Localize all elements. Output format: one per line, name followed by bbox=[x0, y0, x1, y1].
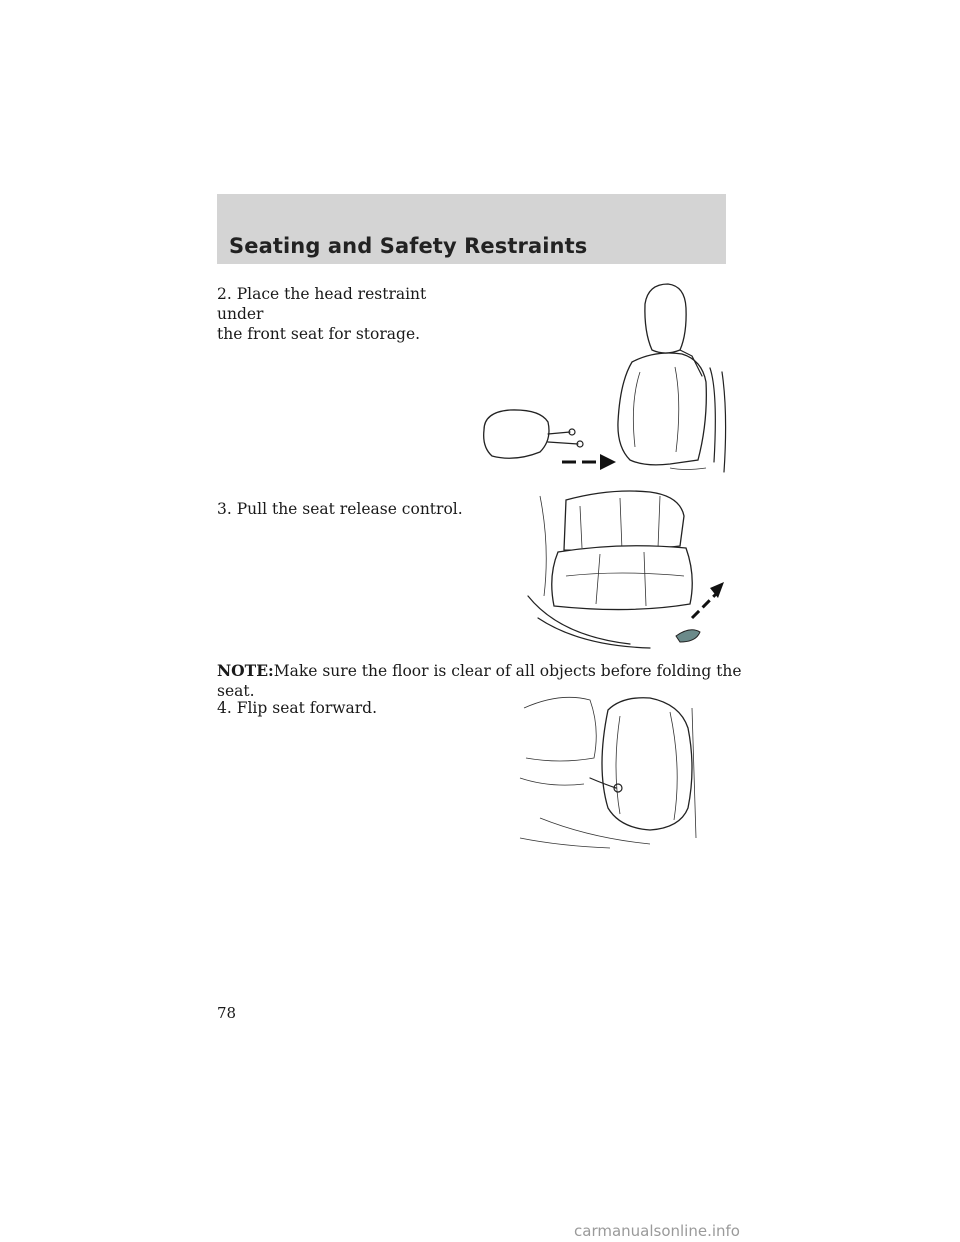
seat-flip-forward-illustration bbox=[520, 688, 700, 850]
step-3-text: 3. Pull the seat release control. bbox=[217, 500, 463, 518]
section-title: Seating and Safety Restraints bbox=[229, 234, 588, 258]
seat-release-illustration bbox=[520, 486, 730, 648]
step-2-line-1: 2. Place the head restraint under bbox=[217, 285, 427, 323]
section-header bbox=[217, 194, 726, 264]
step-2-line-2: the front seat for storage. bbox=[217, 325, 421, 343]
step-2-text bbox=[217, 284, 477, 344]
step-4-text: 4. Flip seat forward. bbox=[217, 699, 378, 717]
note-label: NOTE: bbox=[217, 661, 274, 680]
head-restraint-storage-illustration bbox=[470, 272, 730, 477]
watermark: carmanualsonline.info bbox=[574, 1222, 740, 1240]
page-number: 78 bbox=[217, 1004, 237, 1022]
note-body: Make sure the floor is clear of all objects before folding the seat. bbox=[217, 662, 742, 700]
